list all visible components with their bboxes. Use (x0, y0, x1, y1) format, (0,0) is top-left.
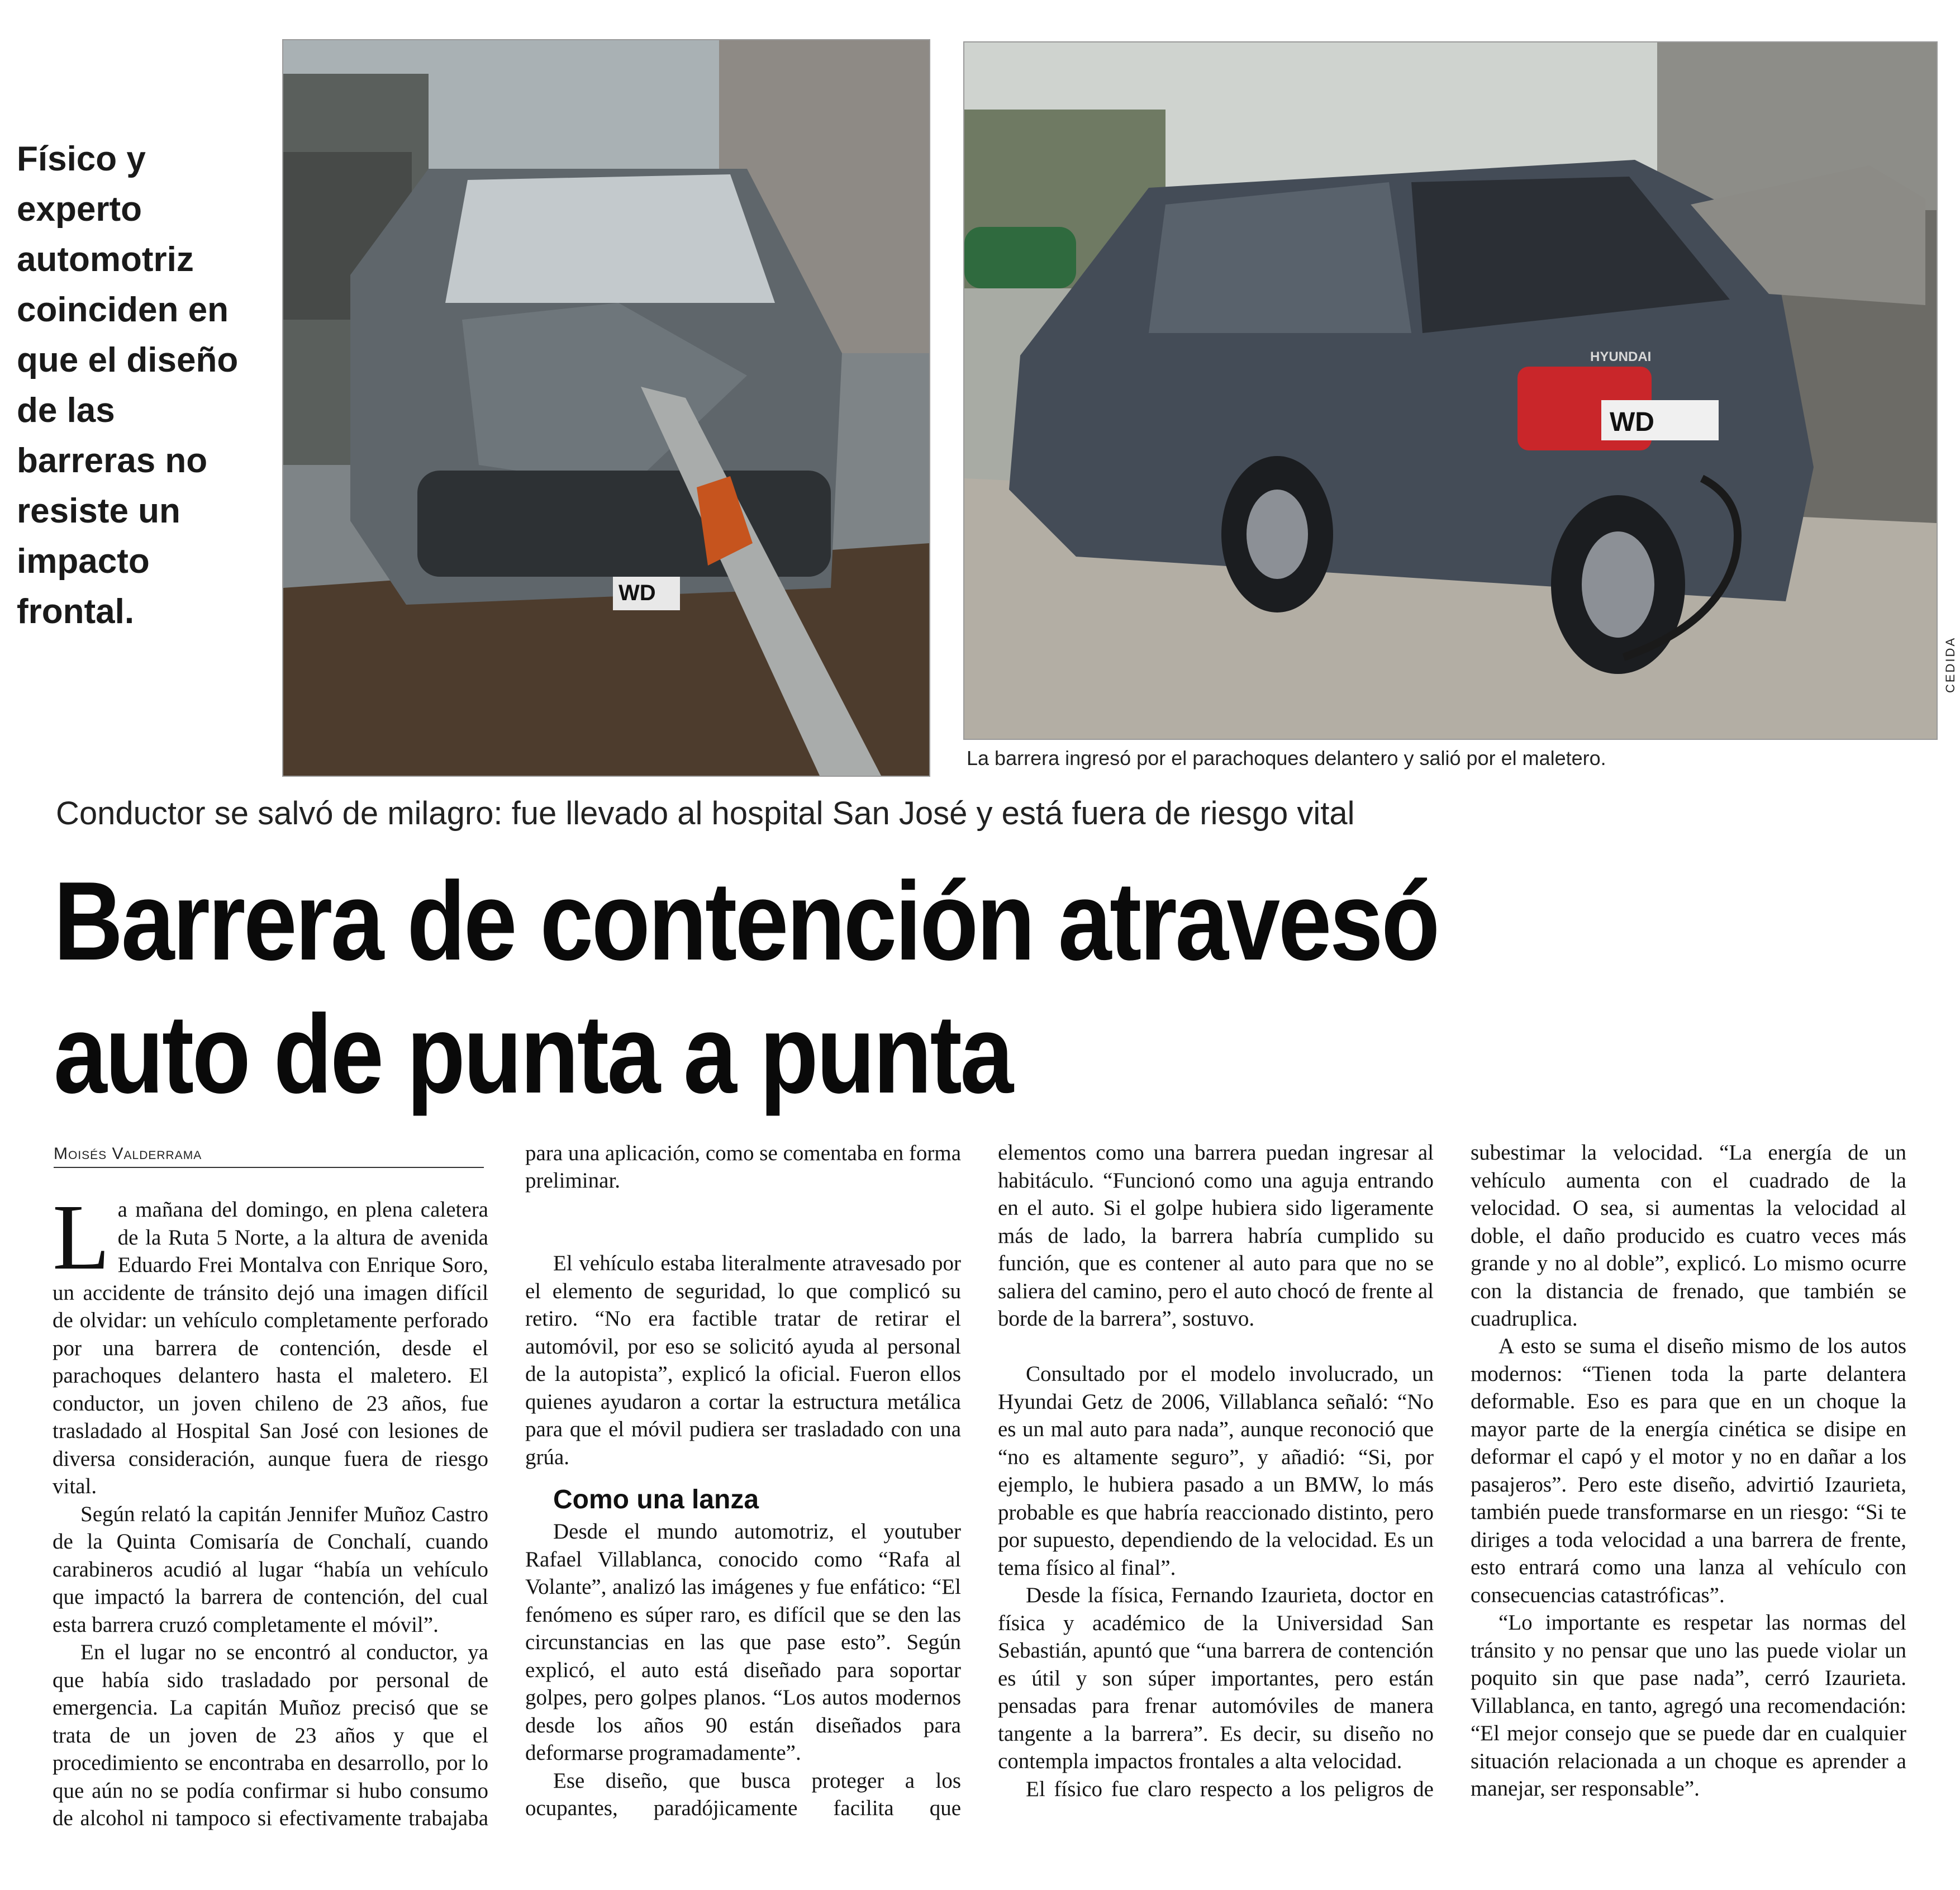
article-paragraph-1 (53, 1185, 488, 1500)
photo2-brand: HYUNDAI (1590, 349, 1652, 364)
article-paragraph-3-cont (525, 1139, 961, 1250)
article-paragraph-6: Ese diseño, que busca proteger a los ocupantes, paradójicamente facilita que (525, 1768, 961, 1820)
article-paragraph-9: El físico fue claro respecto a los peligros de (1026, 1777, 1434, 1801)
photo1-plate: WD (619, 581, 656, 605)
photo-front-crash (282, 39, 930, 777)
kicker: Conductor se salvó de milagro: fue llevado al hospital San José y está fuera de riesgo vital (56, 795, 1355, 832)
article-column-3 (998, 1139, 1434, 1803)
article-paragraph-6-cont (998, 1139, 1434, 1360)
article-paragraph-4: El vehículo estaba literalmente atravesado por el elemento de seguridad, lo que complicó su retiro. “No era factible tratar de retirar el automóvil, por eso se solicitó ayuda al personal de la autopista”, explicó la oficial. Fueron ellos quienes ayudaron a cortar la estructura metálica para que el móvil pudiera ser trasladado con una grúa. (525, 1251, 961, 1469)
article-paragraph-9-cont (1471, 1139, 1906, 1332)
photo-front-crash-illustration (283, 40, 929, 776)
photo-rear-crash-illustration (964, 42, 1937, 739)
article-column-2 (525, 1139, 961, 1822)
article-paragraph-3: En el lugar no se encontró al conductor, ya que había sido trasladado por personal de emergencia. La capitán Muñoz precisó que se trata de un joven de 23 años y que el procedimiento se encontraba en desarrollo, por lo que aún no se podía confirmar si hubo consumo de alcohol ni tampoco si efectivamente trabajaba (53, 1640, 488, 1830)
article-paragraph-1-text: a mañana del domingo, en plena caletera de la Ruta 5 Norte, a la altura de avenida Eduardo Frei Montalva con Enrique Soro, un accidente de tránsito dejó una imagen difícil de olvidar: un vehículo completamente perforado por una barrera de contención, desde el parachoques delantero hasta el maletero. El conductor, un joven chileno de 23 años, fue trasladado al Hospital San José con lesiones de diversa consideración, aunque fuera de riesgo vital. (53, 1198, 488, 1498)
article-paragraph-9-continued: subestimar la velocidad. “La energía de un vehículo aumenta con el cuadrado de la velocidad. O sea, si aumentas la velocidad al doble, el daño producido es cuatro veces más grande y no al doble”, explicó. Lo mismo ocurre con la distancia de frenado, que también se cuadruplica. (1471, 1141, 1906, 1331)
headline: Barrera de contención atravesó auto de punta a punta (54, 859, 1438, 1117)
article-paragraph-10: A esto se suma el diseño mismo de los autos modernos: “Tienen toda la parte delantera deformable. Eso es para que en un choque la mayor parte de la energía cinética se disipe en deformar el capó y el motor y no en dañar a los pasajeros”. Pero este diseño, advirtió Izaurieta, también puede transformarse en un riesgo: “Si te diriges a toda velocidad a una barrera de frente, esto entrará como una lanza al vehículo con consecuencias catastróficas”. (1471, 1334, 1906, 1607)
article-paragraph-11: “Lo importante es respetar las normas del tránsito y no pensar que uno las puede violar un poquito sin que pase nada”, cerró Izaurieta. Villablanca, en tanto, agregó una recomendación: “El mejor consejo que se puede dar en cualquier situación relacionada a un choque es aprender a manejar, ser responsable”. (1471, 1611, 1906, 1801)
pull-quote: Físico y experto automotriz coinciden en que el diseño de las barreras no resiste un impacto frontal. (17, 140, 239, 631)
article-paragraph-2: Según relató la capitán Jennifer Muñoz Castro de la Quinta Comisaría de Conchalí, cuando carabineros acudió al lugar “había un vehículo que impactó la barrera de contención, del cual esta barrera cruzó completamente el móvil”. (53, 1502, 488, 1637)
article-paragraph-6-continued: elementos como una barrera puedan ingresar al habitáculo. “Funcionó como una aguja entrando en el auto. Si el golpe hubiera sido ligeramente más de lado, la barrera habría cumplido su función, que es contener al auto para que no se saliera del camino, pero el auto chocó de frente al borde de la barrera”, sostuvo. (998, 1141, 1434, 1331)
article-paragraph-3-continued: para una aplicación, como se comentaba en forma preliminar. (525, 1141, 961, 1193)
article-paragraph-7: Consultado por el modelo involucrado, un Hyundai Getz de 2006, Villablanca señaló: “No es un mal auto para nada”, aunque reconoció que “no es altamente seguro”, y añadió: “Si, por ejemplo, le hubiera pasado a un BMW, lo más probable es que habría reaccionado distinto, pero por supuesto, dependiendo de la velocidad. Es un tema físico al final”. (998, 1362, 1434, 1580)
byline (54, 1145, 484, 1168)
photo2-plate: WD (1610, 407, 1654, 437)
article-paragraph-8: Desde la física, Fernando Izaurieta, doctor en física y académico de la Universidad San Sebastián, apuntó que “una barrera de contención es útil y son súper importantes, pero están pensadas para frenar automóviles de manera tangente a la barrera”. Es decir, su diseño no contempla impactos frontales a alta velocidad. (998, 1583, 1434, 1773)
article-column-4 (1471, 1139, 1906, 1803)
article-column-1 (53, 1185, 488, 1831)
drop-cap: L (53, 1185, 110, 1289)
subhead: Como una lanza (553, 1485, 759, 1514)
article-paragraph-5: Desde el mundo automotriz, el youtuber Rafael Villablanca, conocido como “Rafa al Volante”, analizó las imágenes y fue enfático: “El fenómeno es súper raro, es difícil que se den las circunstancias en las que pase esto”. Según explicó, el auto está diseñado para soportar golpes, pero golpes planos. “Los autos modernos desde los años 90 están diseñados para deformarse programadamente”. (525, 1519, 961, 1765)
photo-caption: La barrera ingresó por el parachoques delantero y salió por el maletero. (967, 747, 1606, 770)
photo-rear-crash (963, 41, 1938, 740)
photo-credit: CEDIDA (1943, 636, 1957, 693)
byline-author: Moisés Valderrama (54, 1145, 202, 1163)
